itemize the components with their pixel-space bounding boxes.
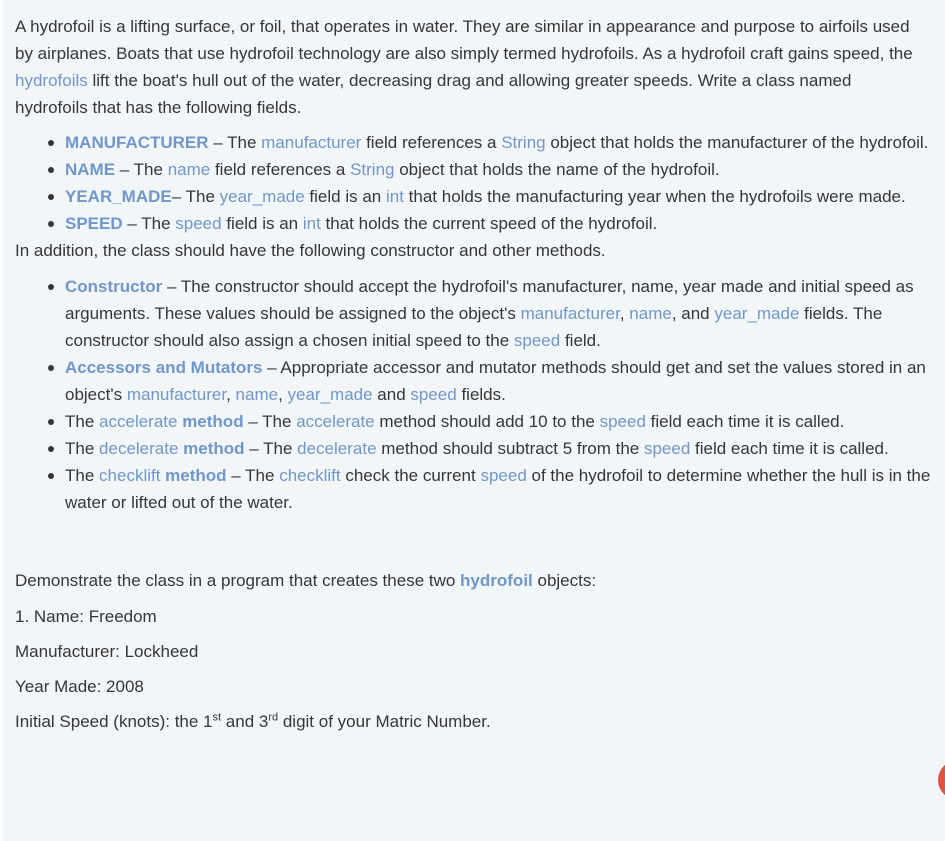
object-name: 1. Name: Freedom (15, 607, 157, 626)
text: digit of your Matric Number. (278, 712, 491, 731)
text: check the current (340, 466, 481, 485)
text: – Appropriate accessor and mutator methods should get and set the values stored in an object's (65, 358, 926, 404)
text: fields. (456, 385, 506, 404)
question-content (3, 0, 945, 841)
text: , (226, 385, 236, 404)
keyword: accelerate (99, 412, 178, 431)
text: – The constructor should accept the hydrofoil's manufacturer, name, year made and initial speed as arguments. These values should be assigned to the object's (65, 277, 914, 323)
field-keyword: year_made (219, 187, 305, 206)
list-item-checklift (65, 462, 935, 516)
keyword: speed (513, 331, 561, 350)
list-item-name (65, 156, 935, 183)
text: that holds the current speed of the hydrofoil. (320, 214, 658, 233)
field-keyword: name (167, 160, 211, 179)
methods-list (15, 273, 945, 516)
text: that holds the manufacturing year when the hydrofoils were made. (403, 187, 906, 206)
method-term: method (160, 466, 227, 485)
keyword: decelerate (297, 439, 377, 458)
method-term: Constructor (65, 277, 163, 296)
keyword: name (235, 385, 279, 404)
text: field references a (210, 160, 351, 179)
text: field references a (361, 133, 502, 152)
text: , and (671, 304, 715, 323)
superscript: st (212, 711, 222, 724)
intro-paragraph (15, 13, 925, 121)
list-item-accessors (65, 354, 935, 408)
text: field is an (221, 214, 303, 233)
text: method should subtract 5 from the (376, 439, 644, 458)
list-item-constructor (65, 273, 935, 354)
keyword: year_made (287, 385, 373, 404)
text: and 3 (221, 712, 269, 731)
demo-paragraph (15, 567, 945, 594)
text: field each time it is called. (645, 412, 845, 431)
text: objects: (532, 571, 597, 590)
list-item-manufacturer (65, 129, 935, 156)
text: of the hydrofoil to determine whether the hull is in the water or lifted out of the water. (65, 466, 931, 512)
keyword: year_made (714, 304, 800, 323)
text: The (65, 412, 100, 431)
superscript: rd (268, 711, 279, 724)
type-keyword: int (302, 214, 321, 233)
keyword: checklift (279, 466, 341, 485)
text: field. (560, 331, 601, 350)
field-term: MANUFACTURER (65, 133, 209, 152)
keyword: name (629, 304, 672, 323)
text: – The (208, 133, 262, 152)
text: – The (115, 160, 168, 179)
text: – The (244, 439, 298, 458)
keyword: accelerate (296, 412, 375, 431)
text: – The (243, 412, 297, 431)
fields-list (15, 129, 945, 237)
text: and (372, 385, 411, 404)
keyword: speed (599, 412, 646, 431)
hydrofoil-keyword: hydrofoil (460, 571, 533, 590)
text: , (619, 304, 630, 323)
field-term: SPEED (65, 214, 123, 233)
text: object that holds the name of the hydrofoil. (394, 160, 720, 179)
text: field is an (304, 187, 386, 206)
object-initial-speed (15, 708, 945, 735)
object-year: Year Made: 2008 (15, 677, 144, 696)
text: – The (122, 214, 176, 233)
keyword: checklift (99, 466, 161, 485)
text: The (65, 439, 100, 458)
field-keyword: speed (175, 214, 222, 233)
text: field each time it is called. (690, 439, 889, 458)
type-keyword: String (350, 160, 395, 179)
keyword: decelerate (99, 439, 179, 458)
text: Initial Speed (knots): the 1 (15, 712, 213, 731)
field-term: NAME (65, 160, 116, 179)
text: – The (226, 466, 280, 485)
field-keyword: manufacturer (261, 133, 362, 152)
text: The (65, 466, 100, 485)
text: – The (171, 187, 220, 206)
text: fields. The constructor should also assign a chosen initial speed to the (65, 304, 883, 350)
list-item-year-made (65, 183, 935, 210)
intro-text-end: lift the boat's hull out of the water, decreasing drag and allowing greater speeds. Write a class named hydrofoils that has the following fields. (15, 71, 852, 117)
method-term: method (177, 412, 244, 431)
method-term: Accessors and Mutators (65, 358, 263, 377)
text: , (278, 385, 288, 404)
type-keyword: String (501, 133, 546, 152)
keyword: speed (480, 466, 527, 485)
list-item-decelerate (65, 435, 935, 462)
intro-text: A hydrofoil is a lifting surface, or foil, that operates in water. They are similar in appearance and purpose to airfoils used by airplanes. Boats that use hydrofoil technology are also simply termed hydrofoils. As a hydrofoil craft gains speed, the (15, 17, 913, 63)
keyword: manufacturer (126, 385, 227, 404)
method-term: method (178, 439, 245, 458)
list-item-speed (65, 210, 935, 237)
hydrofoils-keyword: hydrofoils (15, 71, 88, 90)
object-manufacturer: Manufacturer: Lockheed (15, 642, 199, 661)
text: object that holds the manufacturer of the hydrofoil. (545, 133, 929, 152)
field-term: YEAR_MADE (65, 187, 172, 206)
keyword: manufacturer (520, 304, 620, 323)
list-item-accelerate (65, 408, 935, 435)
text: Demonstrate the class in a program that creates these two (15, 571, 461, 590)
type-keyword: int (385, 187, 404, 206)
keyword: speed (410, 385, 457, 404)
text: method should add 10 to the (374, 412, 600, 431)
methods-intro: In addition, the class should have the following constructor and other methods. (15, 241, 606, 260)
keyword: speed (643, 439, 691, 458)
